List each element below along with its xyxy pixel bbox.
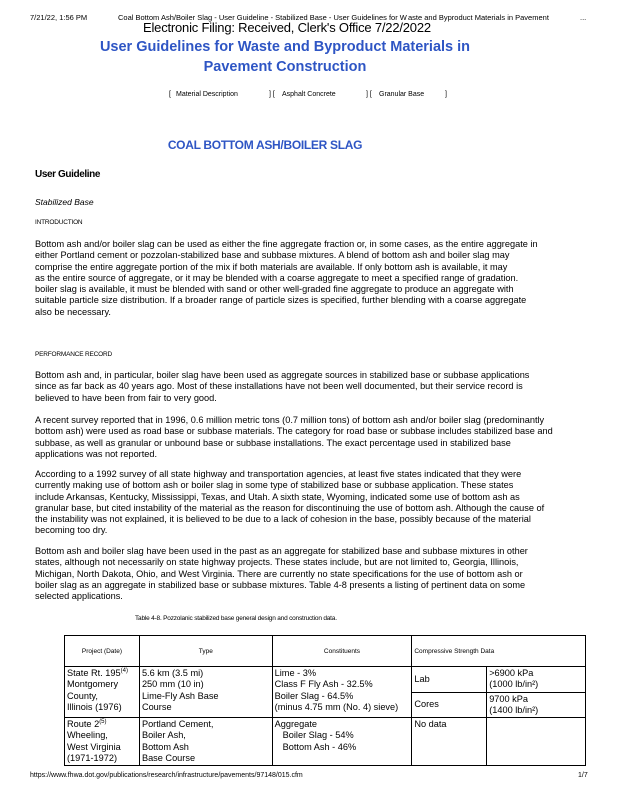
text-line: since as far back as 40 years ago. Most of these installations have not been well documented, but their service record is <box>35 381 523 392</box>
cell-strength-empty <box>487 718 586 766</box>
lab-value-psi: (1000 lb/in²) <box>489 679 539 690</box>
nav-bracket-close: ] <box>445 91 447 98</box>
text-line: suitable particle size distribution. If a broader range of particle sizes is specified, further blending with a coarse aggregate <box>35 295 527 306</box>
project-name: State Rt. 195 <box>67 668 121 678</box>
page-title <box>0 37 570 77</box>
nav-link-asphalt-concrete[interactable]: Asphalt Concrete <box>282 91 336 98</box>
type-length: 5.6 km (3.5 mi) <box>141 668 204 678</box>
print-page-title: Coal Bottom Ash/Boiler Slag - User Guideline - Stabilized Base - User Guidelines for W <box>118 13 407 22</box>
text-line: believed to have been from fair to very good. <box>35 392 217 403</box>
constituent-bottom-ash: Bottom Ash - 46% <box>282 741 357 752</box>
constituent-boiler-slag: Boiler Slag - 64.5% <box>274 690 354 701</box>
constituent-sieve-note: (minus 4.75 mm (No. 4) sieve) <box>274 701 399 712</box>
text-line: granular base, but cited instability of the material as the reason for discontinuing the use of bottom ash. Although the cause of <box>35 502 545 513</box>
stabilized-base-heading: Stabilized Base <box>35 197 94 207</box>
cell-lab-label: Lab <box>412 667 487 693</box>
text-line: becoming too dry. <box>35 525 108 536</box>
header-project: Project (Date) <box>65 636 140 667</box>
type-material: Lime-Fly Ash Base <box>141 690 219 701</box>
cores-value-kpa: 9700 kPa <box>489 693 529 704</box>
lab-value-kpa: >6900 kPa <box>489 668 534 678</box>
text-line: Bottom ash and, in particular, boiler slag have been used as aggregate sources in stabilized base or subbase applications <box>35 370 530 380</box>
introduction-heading: INTRODUCTION <box>35 219 83 226</box>
text-line: boiler slag as an aggregate in stabilized base or subbase mixtures. Table 4-8 presents a listing of pertinent data on some <box>35 579 526 590</box>
print-ellipsis: ... <box>580 13 587 22</box>
type-line: Portland Cement, <box>141 719 214 730</box>
text-line: either Portland cement or pozzolan-stabilized base and subbase mixtures. A blend of bottom ash and boiler slag may <box>35 250 510 261</box>
constituent-lime: Lime - 3% <box>274 668 316 678</box>
print-page-number: 1/7 <box>578 772 588 779</box>
nav-link-granular-base[interactable]: Granular Base <box>379 91 425 98</box>
constituent-fly-ash: Class F Fly Ash - 32.5% <box>274 679 373 690</box>
text-line: boiler slag is available, it must be blended with sand or other well-graded fine aggregate to produce an aggregate with <box>35 284 514 295</box>
header-type: Type <box>139 636 272 667</box>
design-data-table <box>64 635 586 766</box>
constituent-heading: Aggregate <box>274 719 318 730</box>
table-row <box>65 667 586 693</box>
project-state: West Virginia <box>67 741 121 752</box>
text-line: the instability was not explained, it is believed to be due to a lack of cohesion in the base, possibly because of the material <box>35 514 531 525</box>
cell-type <box>139 718 272 766</box>
type-thickness: 250 mm (10 in) <box>141 679 204 690</box>
project-state-date: Illinois (1976) <box>67 701 122 712</box>
performance-paragraph-1 <box>35 370 586 404</box>
cell-type <box>139 667 272 718</box>
table-header-row <box>65 636 586 667</box>
project-city: Wheeling, <box>67 730 108 741</box>
header-constituents: Constituents <box>272 636 412 667</box>
cell-cores-label: Cores <box>412 692 487 718</box>
table-caption: Table 4-8. Pozzolanic stabilized base general design and construction data. <box>135 615 337 622</box>
cell-constituents <box>272 718 412 766</box>
header-compressive-strength: Compressive Strength Data <box>412 636 586 667</box>
cell-lab-value <box>487 667 586 693</box>
page-title-line1: User Guidelines for Waste and Byproduct Materials in <box>99 39 471 55</box>
text-line: as the entire source of aggregate, or it may be blended with a coarse aggregate to meet a specified range of gradation. <box>35 272 519 283</box>
text-line: According to a 1992 survey of all state highway and transportation agencies, at least five states indicated that they were <box>35 469 522 479</box>
type-line: Bottom Ash <box>141 741 189 752</box>
cell-cores-value <box>487 692 586 718</box>
print-datetime: 7/21/22, 1:56 PM <box>30 13 88 22</box>
section-title: COAL BOTTOM ASH/BOILER SLAG <box>167 138 363 152</box>
print-footer-url: https://www.fhwa.dot.gov/publications/research/infrastructure/pavements/97148/015.cfm <box>30 772 303 779</box>
cell-project <box>65 718 140 766</box>
text-line: Bottom ash and boiler slag have been used in the past as an aggregate for stabilized base and subbase mixtures in other <box>35 546 528 556</box>
print-page-title-end: aste and Byproduct Materials in Pavement <box>408 13 549 22</box>
performance-paragraph-3 <box>35 469 586 537</box>
user-guideline-heading: User Guideline <box>35 169 100 180</box>
type-line: Boiler Ash, <box>141 730 186 741</box>
text-line: applications was not reported. <box>35 448 158 459</box>
performance-paragraph-4 <box>35 546 586 602</box>
cell-project <box>65 667 140 718</box>
project-county: Montgomery County, <box>67 679 119 701</box>
cores-value-psi: (1400 lb/in²) <box>489 704 539 715</box>
text-line: also be necessary. <box>35 306 111 317</box>
type-line: Base Course <box>141 753 196 764</box>
text-line: selected applications. <box>35 591 123 602</box>
cell-constituents <box>272 667 412 718</box>
nav-separator-2: ] [ <box>366 91 372 98</box>
project-name: Route 2 <box>67 719 100 730</box>
text-line: include Arkansas, Kentucky, Mississippi, Texas, and Utah. A sixth state, Wyoming, indicated some use of bottom ash as <box>35 491 520 502</box>
reference-link[interactable]: (4) <box>120 667 128 674</box>
text-line: A recent survey reported that in 1996, 0.6 million metric tons (0.7 million tons) of bottom ash and/or boiler slag (predominantly <box>35 415 545 425</box>
text-line: bottom ash) were used as road base or subbase materials. The category for road base or subbase includes stabilized base and <box>35 426 553 437</box>
nav-link-material-description[interactable]: Material Description <box>176 91 238 98</box>
constituent-boiler-slag: Boiler Slag - 54% <box>282 730 354 741</box>
text-line: Bottom ash and/or boiler slag can be used as either the fine aggregate fraction or, in some cases, as the entire aggregate in <box>35 239 538 249</box>
table-row <box>65 718 586 766</box>
project-date: (1971-1972) <box>67 753 118 764</box>
nav-separator-1: ] [ <box>269 91 275 98</box>
text-line: currently making use of bottom ash or boiler slag in some type of stabilized base or subbase application. These states <box>35 480 514 491</box>
text-line: subbase, as well as granular or unbound base or subbase installations. The exact percentage used in stabilized base <box>35 437 511 448</box>
reference-link[interactable]: (5) <box>99 719 107 726</box>
text-line: comprise the entire aggregate portion of the mix if both materials are available. If only bottom ash is available, it may <box>35 261 508 272</box>
performance-record-heading: PERFORMANCE RECORD <box>35 351 112 358</box>
filing-stamp: Electronic Filing: Received, Clerk's Office 7/22/2022 <box>143 20 431 35</box>
type-course: Course <box>141 701 172 712</box>
text-line: Michigan, North Dakota, Ohio, and West Virginia. There are currently no state specifications for the use of bottom ash or <box>35 568 523 579</box>
nav-bracket-open: [ <box>169 91 171 98</box>
intro-paragraph <box>35 239 586 318</box>
performance-paragraph-2 <box>35 415 586 460</box>
page-title-line2: Pavement Construction <box>203 59 367 75</box>
cell-strength: No data <box>412 718 487 766</box>
text-line: states, although not necessarily on state highway projects. These states include, but are not limited to, Georgia, Illinois, <box>35 557 519 568</box>
